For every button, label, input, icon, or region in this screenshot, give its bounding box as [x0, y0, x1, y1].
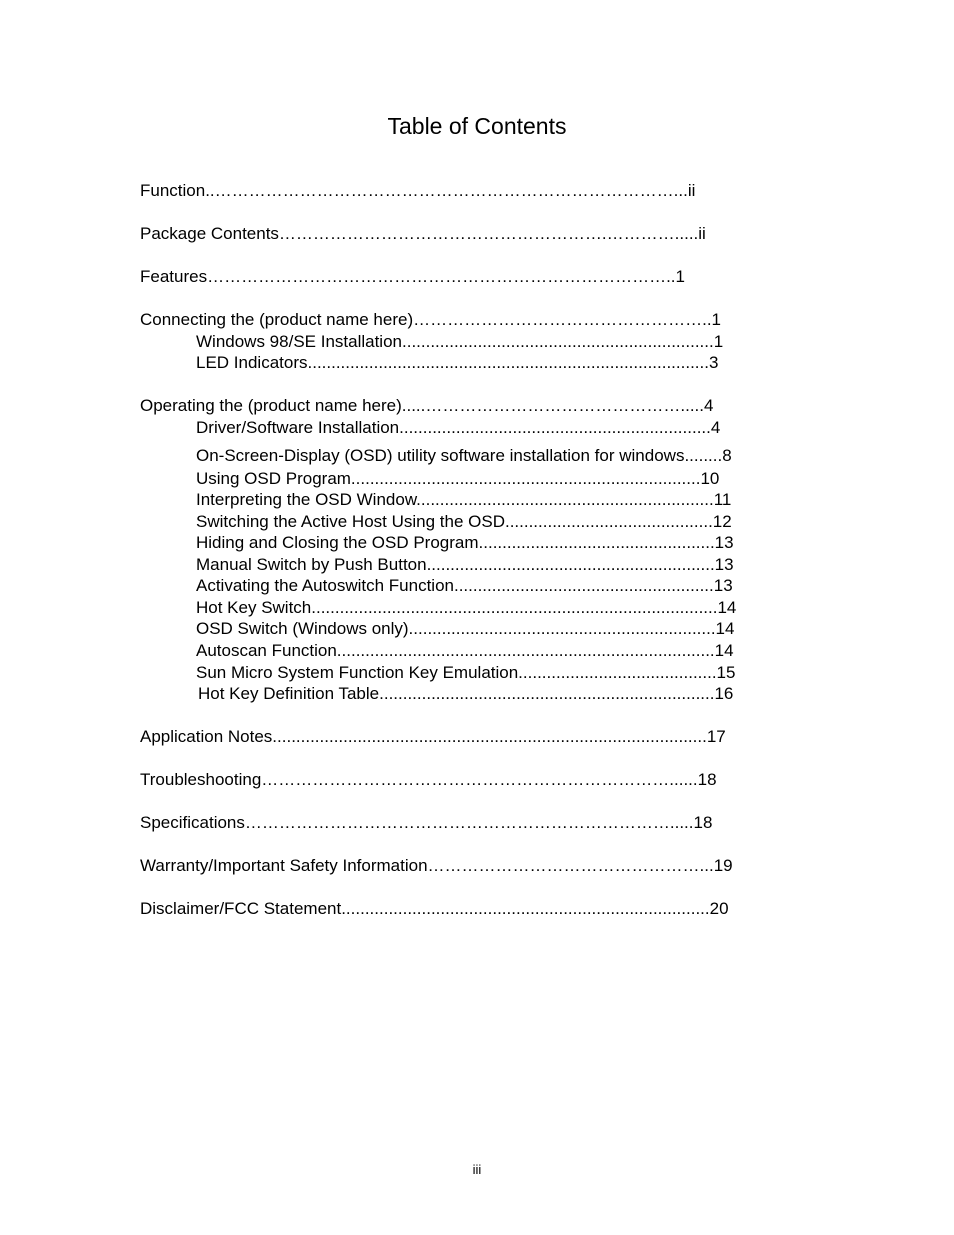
toc-entry-autoswitch[interactable]: Activating the Autoswitch Function.......................................................13 [196, 576, 733, 595]
toc-entry-application-notes[interactable]: Application Notes............................................................................................17 [140, 727, 726, 746]
toc-entry-troubleshooting[interactable]: Troubleshooting………………………………………………………………......18 [140, 770, 717, 789]
toc-entry-osd-switch[interactable]: OSD Switch (Windows only).................................................................14 [196, 619, 735, 638]
page-title: Table of Contents [387, 113, 567, 139]
toc-entry-hot-key-switch[interactable]: Hot Key Switch......................................................................................14 [196, 598, 737, 617]
toc-entry-switching-host[interactable]: Switching the Active Host Using the OSD............................................12 [196, 512, 732, 531]
toc-entry-disclaimer[interactable]: Disclaimer/FCC Statement..............................................................................20 [140, 899, 729, 918]
toc-entry-features[interactable]: Features………………………………………………………………………..1 [140, 267, 685, 286]
toc-entry-specifications[interactable]: Specifications………………………………………………………………….....18 [140, 813, 713, 832]
toc-entry-package-contents[interactable]: Package Contents………………………………………………….………….....ii [140, 224, 706, 243]
toc-entry-manual-switch[interactable]: Manual Switch by Push Button.............................................................13 [196, 555, 734, 574]
toc-entry-led-indicators[interactable]: LED Indicators.....................................................................................3 [196, 353, 719, 372]
toc-entry-hiding-osd[interactable]: Hiding and Closing the OSD Program..................................................13 [196, 533, 734, 552]
page-number: iii [472, 1162, 482, 1177]
toc-entry-osd-installation[interactable]: On-Screen-Display (OSD) utility software installation for windows........8 [196, 446, 732, 465]
toc-entry-windows-installation[interactable]: Windows 98/SE Installation..................................................................1 [196, 332, 724, 351]
toc-entry-using-osd[interactable]: Using OSD Program..........................................................................10 [196, 469, 720, 488]
toc-entry-hot-key-table[interactable]: Hot Key Definition Table.......................................................................16 [198, 684, 734, 703]
toc-entry-driver-installation[interactable]: Driver/Software Installation..................................................................4 [196, 418, 721, 437]
toc-entry-warranty[interactable]: Warranty/Important Safety Information…………………………………………...19 [140, 856, 733, 875]
toc-entry-sun-emulation[interactable]: Sun Micro System Function Key Emulation..........................................15 [196, 663, 736, 682]
toc-entry-operating[interactable]: Operating the (product name here).....……………………………………….....4 [140, 396, 714, 415]
toc-entry-connecting[interactable]: Connecting the (product name here)……………………………………………..1 [140, 310, 722, 329]
toc-entry-autoscan[interactable]: Autoscan Function................................................................................14 [196, 641, 734, 660]
toc-entry-interpreting-osd[interactable]: Interpreting the OSD Window...............................................................11 [196, 490, 732, 509]
toc-entry-function[interactable]: Function..………………………………………………………………………...ii [140, 181, 696, 200]
